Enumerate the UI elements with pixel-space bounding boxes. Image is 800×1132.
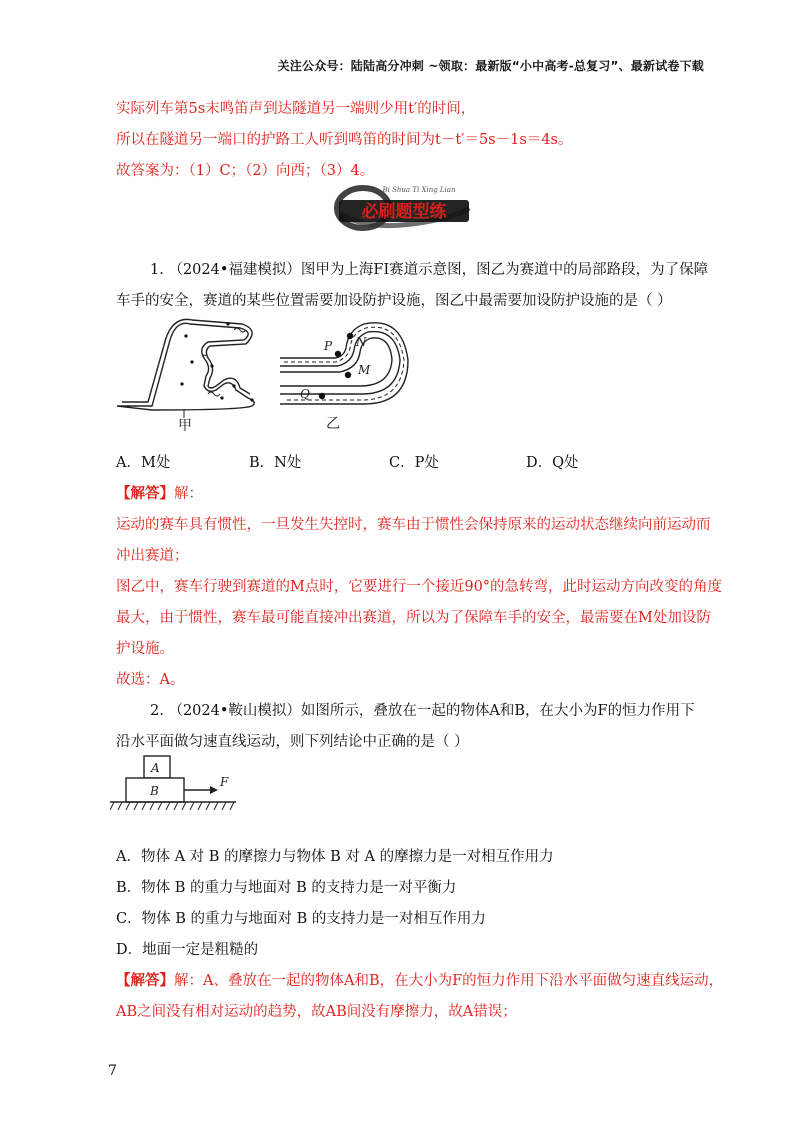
page-number: 7 (108, 1063, 117, 1079)
q1-answer-tag: 【解答】 (116, 485, 174, 502)
answer-line-2: 所以在隧道另一端口的护路工人听到鸣笛的时间为t－t′＝5s－1s＝4s。 (116, 132, 573, 148)
label-block-a: A (151, 761, 160, 775)
label-yi: 乙 (326, 416, 340, 430)
q1-answer-heading (116, 482, 203, 503)
q2-stem-line-1: 2. （2024•鞍山模拟）如图所示，叠放在一起的物体A和B，在大小为F的恒力作用下 (150, 703, 695, 719)
q2-option-c: C．物体 B 的重力与地面对 B 的支持力是一对相互作用力 (116, 911, 486, 927)
q2-stem-line-2: 沿水平面做匀速直线运动，则下列结论中正确的是（ ） (116, 734, 469, 750)
q1-solution-1: 运动的赛车具有惯性，一旦发生失控时，赛车由于惯性会保持原来的运动状态继续向前运动而 (116, 517, 711, 533)
label-m: M (358, 363, 371, 377)
page-header: 关注公众号：陆陆高分冲刺 ~领取：最新版“小中高考-总复习”、最新试卷下载 (277, 59, 704, 73)
q2-solution-1: 解：A、叠放在一起的物体A和B，在大小为F的恒力作用下沿水平面做匀速直线运动， (174, 973, 724, 989)
q2-option-d: D．地面一定是粗糙的 (116, 942, 259, 958)
label-force-f: F (220, 775, 229, 789)
q1-option-a: A．M处 (116, 455, 171, 471)
label-n: N (356, 335, 367, 349)
q1-solution-4: 最大，由于惯性，赛车最可能直接冲出赛道，所以为了保障车手的安全，最需要在M处加设防 (116, 610, 711, 626)
q1-stem-line-2: 车手的安全，赛道的某些位置需要加设防护设施，图乙中最需要加设防护设施的是（ ） (116, 293, 672, 309)
q1-solution-3: 图乙中，赛车行驶到赛道的M点时，它要进行一个接近90°的急转弯，此时运动方向改变的角度 (116, 579, 723, 595)
q1-answer-head: 解： (174, 486, 203, 502)
banner-brush-icon (329, 180, 475, 232)
figure-jia-track-map (112, 310, 272, 435)
figure-blocks-ab (110, 748, 240, 818)
force-arrow-icon (210, 786, 218, 794)
q1-option-d: D．Q处 (526, 455, 579, 471)
q1-stem-line-1: 1. （2024•福建模拟）图甲为上海FI赛道示意图，图乙为赛道中的局部路段，为了保障 (150, 262, 709, 278)
banner-subtitle: Bi Shua Ti Xing Lian (382, 186, 456, 194)
label-block-b: B (150, 784, 159, 798)
q1-option-b: B．N处 (249, 455, 302, 471)
q2-answer-tag: 【解答】 (116, 972, 174, 989)
q2-answer-line-1 (116, 969, 723, 990)
q1-solution-2: 冲出赛道； (116, 548, 189, 564)
label-q: Q (300, 387, 310, 401)
answer-line-1: 实际列车第5s末鸣笛声到达隧道另一端则少用t′的时间， (116, 101, 476, 117)
q1-choice: 故选：A。 (116, 672, 185, 688)
q1-option-c: C．P处 (389, 455, 439, 471)
label-p: P (324, 339, 333, 353)
answer-line-3: 故答案为：（1）C；（2）向西；（3）4。 (116, 163, 375, 179)
q2-solution-2: AB之间没有相对运动的趋势，故AB间没有摩擦力，故A错误； (116, 1004, 517, 1020)
label-jia: 甲 (178, 418, 192, 434)
section-banner (329, 180, 475, 232)
q1-solution-5: 护设施。 (116, 641, 174, 657)
q2-option-b: B．物体 B 的重力与地面对 B 的支持力是一对平衡力 (116, 880, 457, 896)
figure-yi-curve (278, 312, 418, 430)
banner-title: 必刷题型练 (361, 202, 447, 222)
q2-option-a: A．物体 A 对 B 的摩擦力与物体 B 对 A 的摩擦力是一对相互作用力 (116, 849, 554, 865)
